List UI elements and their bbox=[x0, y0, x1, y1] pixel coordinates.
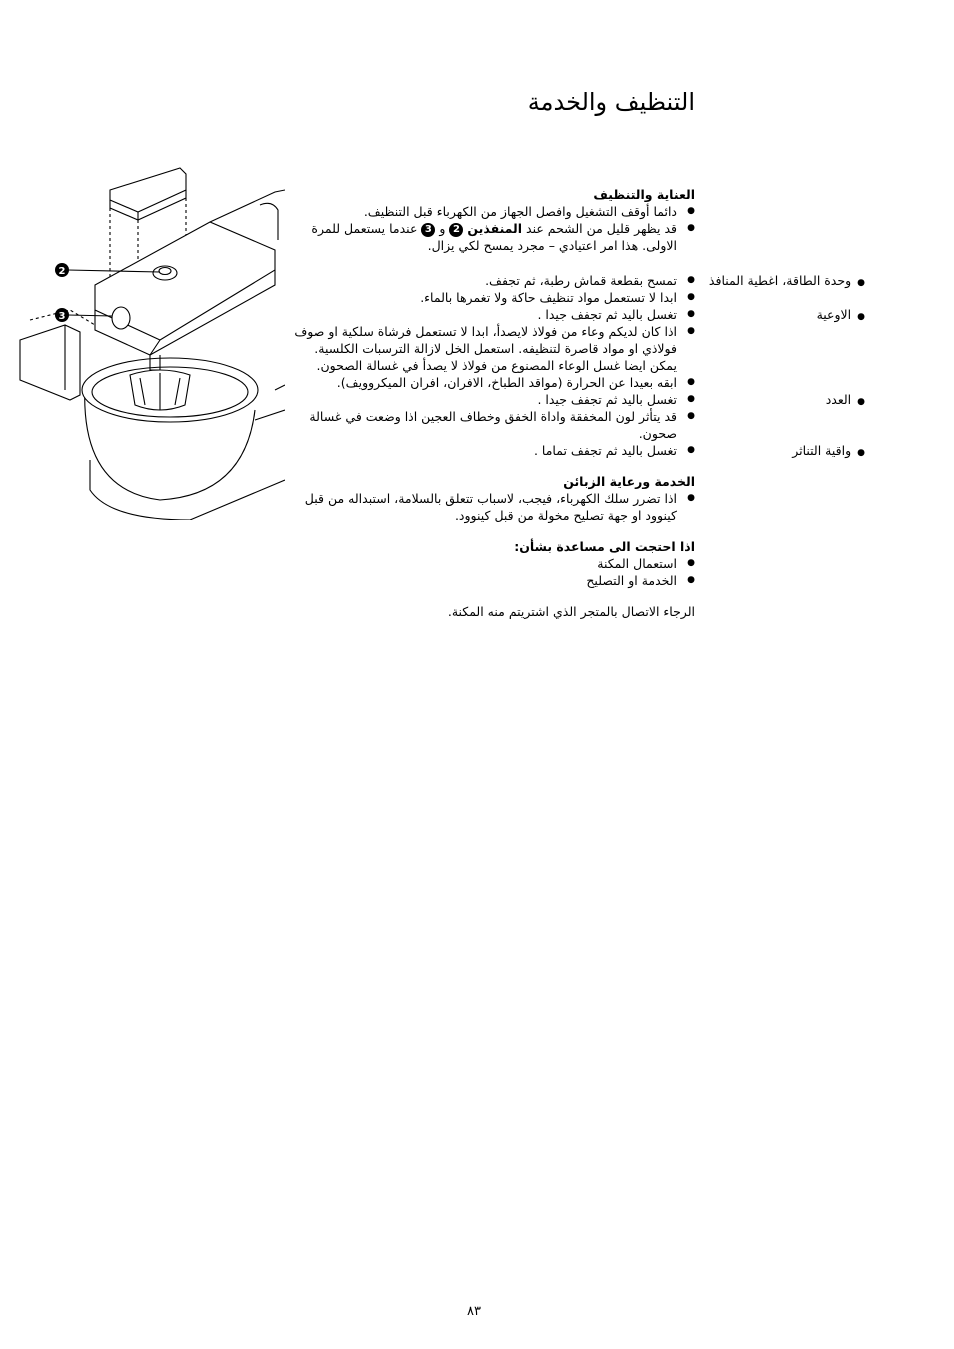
list-item: ● تمسح بقطعة قماش رطبة، ثم تجفف. bbox=[485, 273, 695, 288]
help-heading: اذا احتجت الى مساعدة بشأن: bbox=[514, 539, 695, 554]
circle-2-icon: 2 bbox=[449, 223, 463, 237]
list-item: ● قد يظهر قليل من الشحم عند المنفذين 2 و 3 عندما يستعمل للمرة الاولى. هذا امر اعتيادي – مجرد يمسح لكي يزال. bbox=[311, 221, 695, 253]
group-tools bbox=[285, 391, 865, 442]
contact-text: الرجاء الاتصال بالمتجر الذي اشتريتم منه المكنة. bbox=[447, 604, 695, 619]
group-label: ●العدد bbox=[825, 392, 865, 407]
page-title: التنظيف والخدمة bbox=[527, 88, 695, 116]
group-splash-guard bbox=[285, 442, 865, 459]
list-item: ● دائما أوقف التشغيل وافصل الجهاز من الكهرباء قبل التنظيف. bbox=[363, 204, 695, 219]
list-item: ● ابدا لا تستعمل مواد تنظيف حاكة ولا تغمرها بالماء. bbox=[420, 290, 695, 305]
group-label: ●الاوعية bbox=[816, 307, 865, 322]
cleaning-content bbox=[285, 186, 865, 620]
callout-3: 3 bbox=[58, 311, 66, 322]
list-item: ● قد يتأثر لون المخفقة واداة الخفق وخطاف العجين اذا وضعت في غسالة صحون. bbox=[309, 409, 695, 441]
list-item: ● اذا تضرر سلك الكهرباء، فيجب، لاسباب تتعلق بالسلامة، استبداله من قبل كينوود او جهة تصليح مخولة من قبل كينوود. bbox=[304, 491, 695, 523]
group-power-unit bbox=[285, 272, 865, 306]
help-list bbox=[285, 555, 695, 589]
list-item: ● الخدمة او التصليح bbox=[586, 573, 695, 588]
callout-2: 2 bbox=[58, 266, 66, 277]
list-item: ● ابقه بعيدا عن الحرارة (مواقد الطباخ، الافران، افران الميكروويف). bbox=[336, 375, 695, 390]
mixer-illustration bbox=[10, 160, 285, 520]
service-heading: الخدمة ورعاية الزبائن bbox=[563, 474, 695, 489]
list-item: ● استعمال المكنة bbox=[597, 556, 695, 571]
care-list bbox=[285, 203, 695, 254]
list-item: ● تغسل باليد ثم تجفف جيدا . bbox=[537, 307, 695, 322]
care-heading: العناية والتنظيف bbox=[593, 187, 695, 202]
list-item: ● تغسل باليد ثم تجفف جيدا . bbox=[537, 392, 695, 407]
circle-3-icon: 3 bbox=[421, 223, 435, 237]
service-list bbox=[285, 490, 695, 524]
list-item: ● تغسل باليد ثم تجفف تماما . bbox=[533, 443, 695, 458]
page-number: ٨٣ bbox=[467, 1304, 481, 1319]
group-label: ●وحدة الطاقة، اغطية المنافذ bbox=[708, 273, 865, 288]
list-item: ● اذا كان لديكم وعاء من فولاذ لايصدأ، ابدا لا تستعمل فرشاة سلكية او صوف فولاذي او مواد قاصرة لتنظيفه. استعمل الخل لازالة الترسبات الكلسية. يمكن ايضا غسل الوعاء المصنوع من فولاذ لا يصدأ في غسالة الصحون. bbox=[294, 324, 695, 373]
group-label: ●واقية التناثر bbox=[792, 443, 865, 458]
group-bowls bbox=[285, 306, 865, 391]
